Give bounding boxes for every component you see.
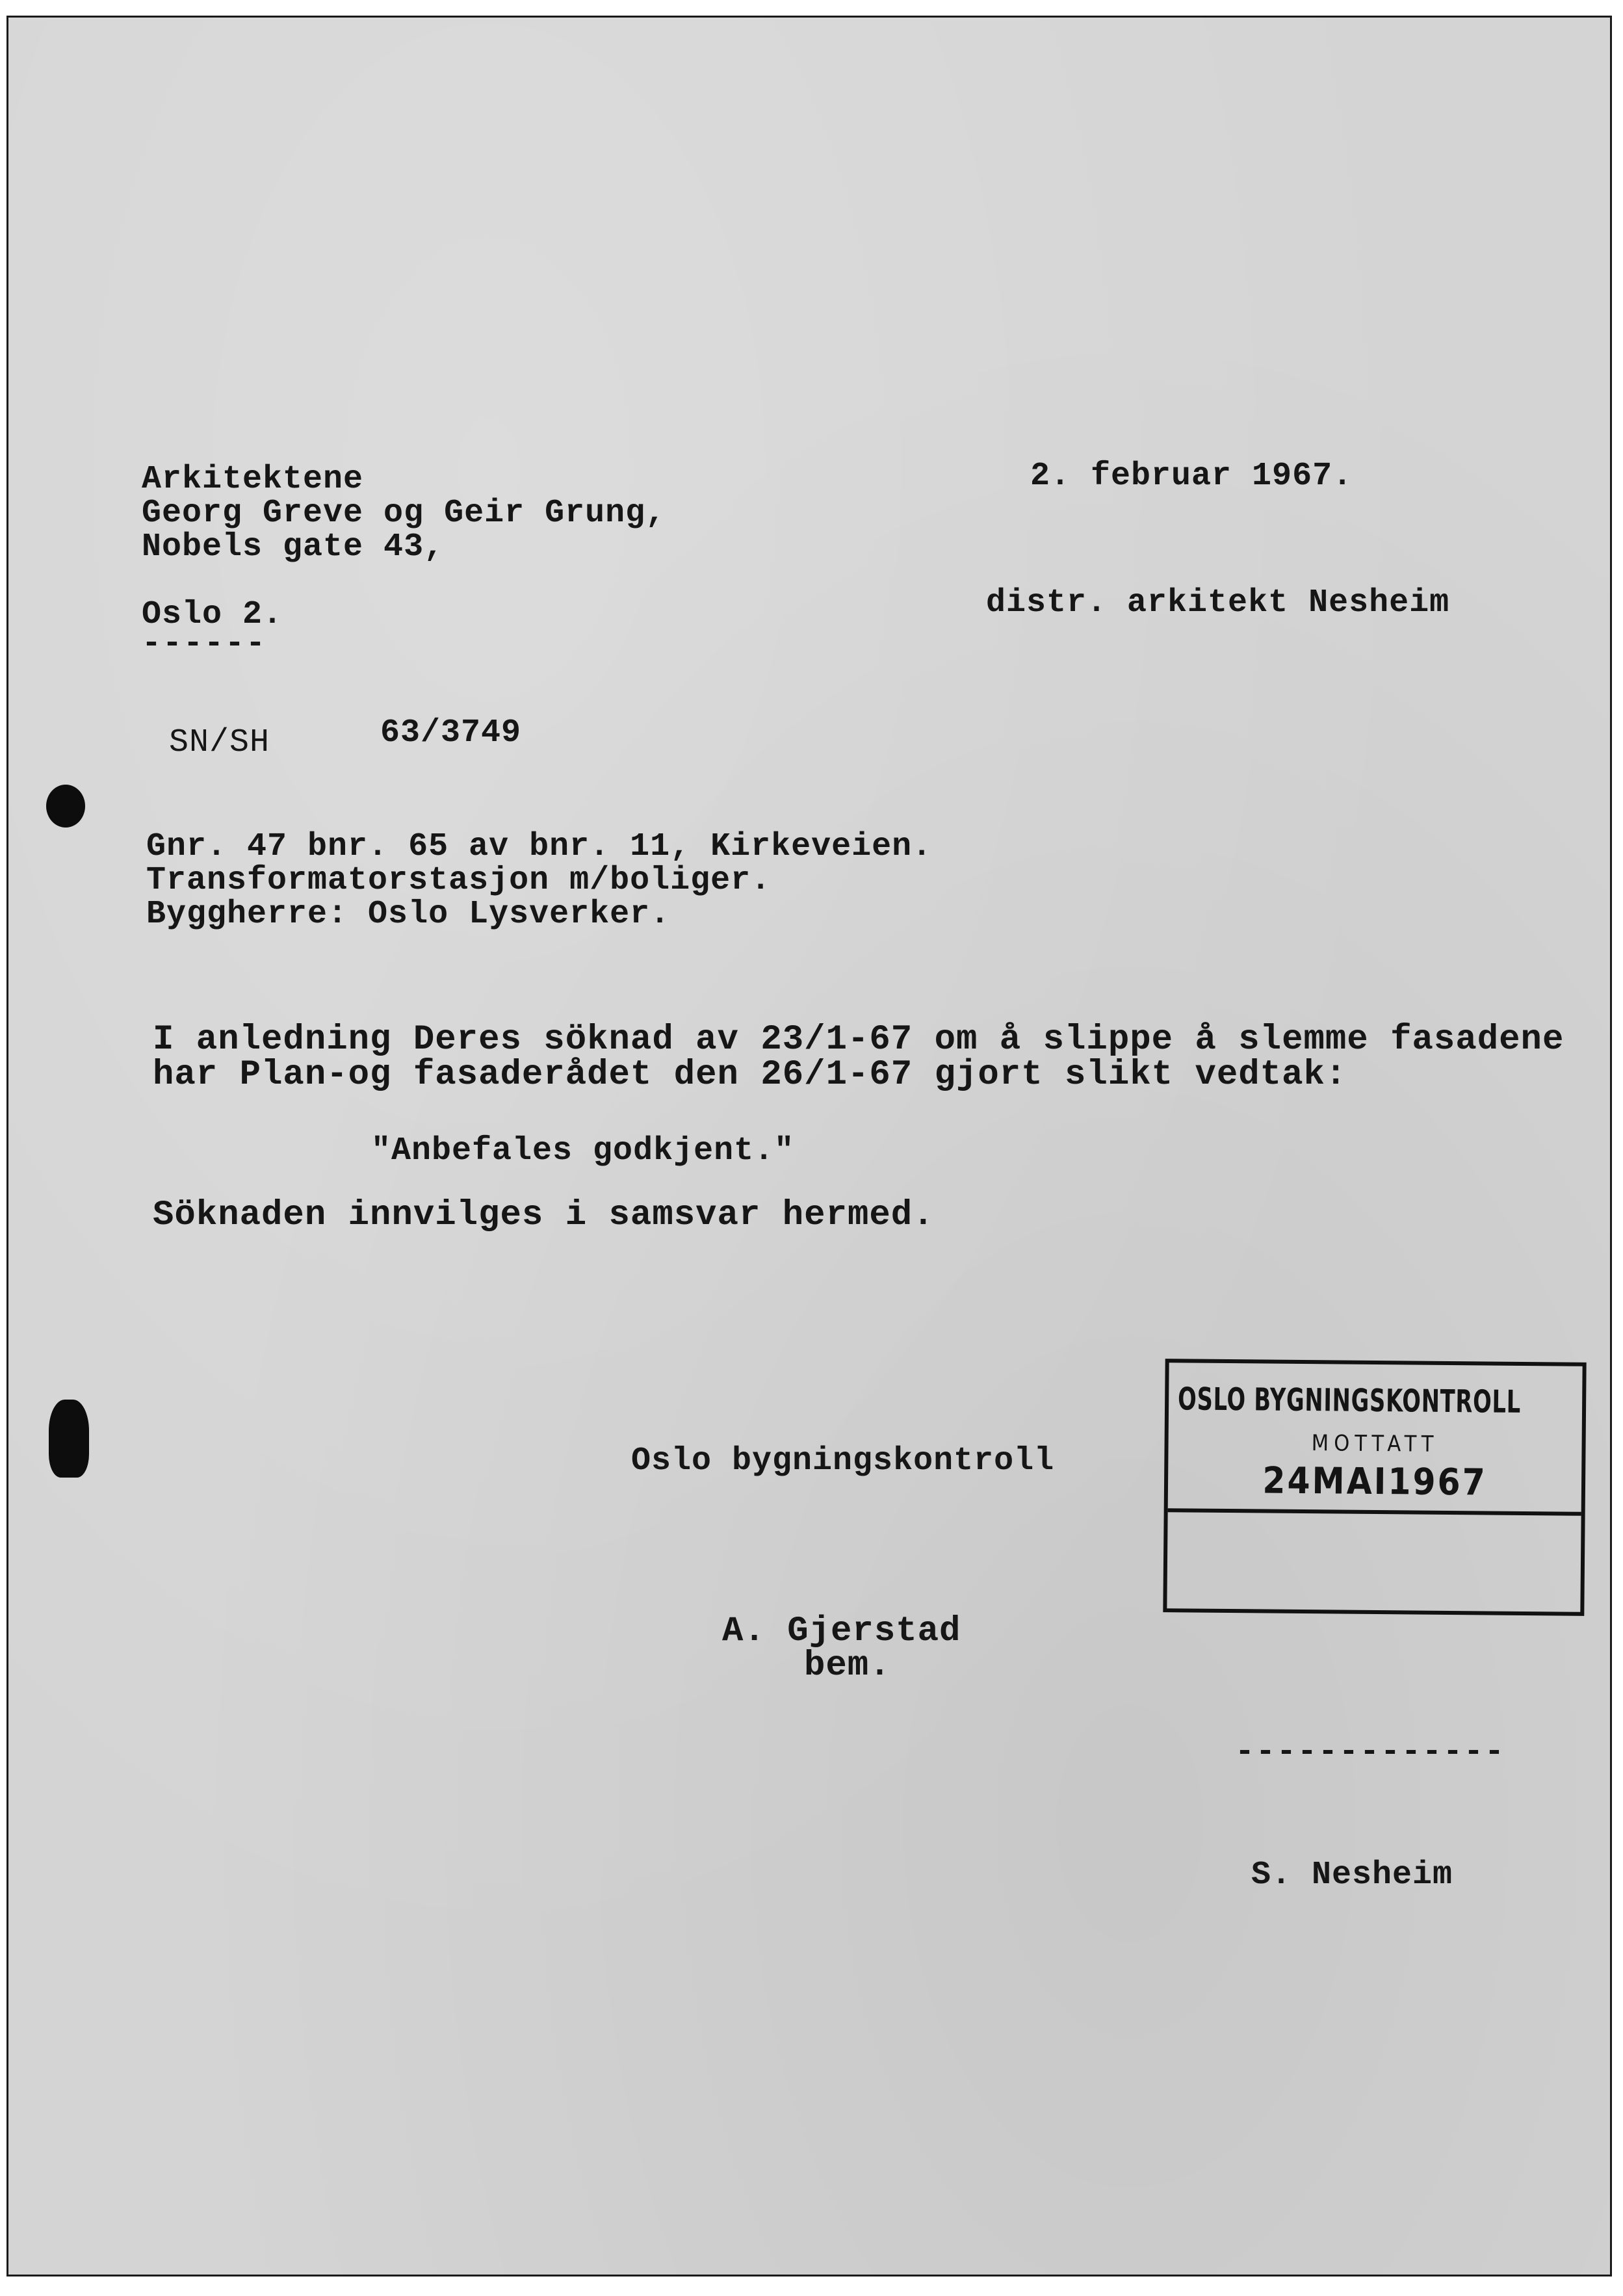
- addressee-underline: ------: [142, 625, 267, 662]
- stamp-divider: [1168, 1508, 1581, 1516]
- body-line-2: har Plan-og fasaderådet den 26/1-67 gjort slikt vedtak:: [153, 1055, 1347, 1095]
- received-stamp: [1163, 1359, 1586, 1616]
- addressee-line-2: Georg Greve og Geir Grung,: [142, 495, 666, 532]
- copy-separator: -------------: [1235, 1734, 1506, 1771]
- subject-line-2: Transformatorstasjon m/boliger.: [146, 862, 772, 899]
- punch-hole-mark-bottom: [49, 1400, 89, 1478]
- addressee-city: Oslo 2.: [142, 596, 283, 633]
- body-line-1: I anledning Deres söknad av 23/1-67 om å slippe å slemme fasadene: [153, 1020, 1565, 1060]
- addressee-line-3: Nobels gate 43,: [142, 528, 445, 566]
- sender-office: Oslo bygningskontroll: [631, 1442, 1055, 1480]
- addressee-line-1: Arkitektene: [142, 461, 364, 498]
- subject-line-3: Byggherre: Oslo Lysverker.: [146, 896, 671, 933]
- letter-page: [6, 16, 1612, 2276]
- resolution-quote: "Anbefales godkjent.": [371, 1132, 795, 1169]
- stamp-received-label: MOTTATT: [1311, 1430, 1439, 1457]
- signatory-suffix: bem.: [804, 1646, 891, 1686]
- stamp-date: 24MAI1967: [1262, 1459, 1487, 1504]
- reference-initials: SN/SH: [169, 724, 270, 761]
- letter-date: 2. februar 1967.: [1030, 458, 1353, 495]
- punch-hole-mark-top: [46, 785, 85, 828]
- stamp-office: OSLO BYGNINGSKONTROLL: [1177, 1381, 1522, 1420]
- signatory-name: A. Gjerstad: [722, 1611, 961, 1651]
- body-conclusion: Söknaden innvilges i samsvar hermed.: [153, 1195, 935, 1235]
- copy-recipient: S. Nesheim: [1251, 1857, 1453, 1894]
- distribution-note: distr. arkitekt Nesheim: [986, 584, 1450, 621]
- subject-line-1: Gnr. 47 bnr. 65 av bnr. 11, Kirkeveien.: [146, 828, 933, 865]
- reference-number: 63/3749: [380, 714, 522, 751]
